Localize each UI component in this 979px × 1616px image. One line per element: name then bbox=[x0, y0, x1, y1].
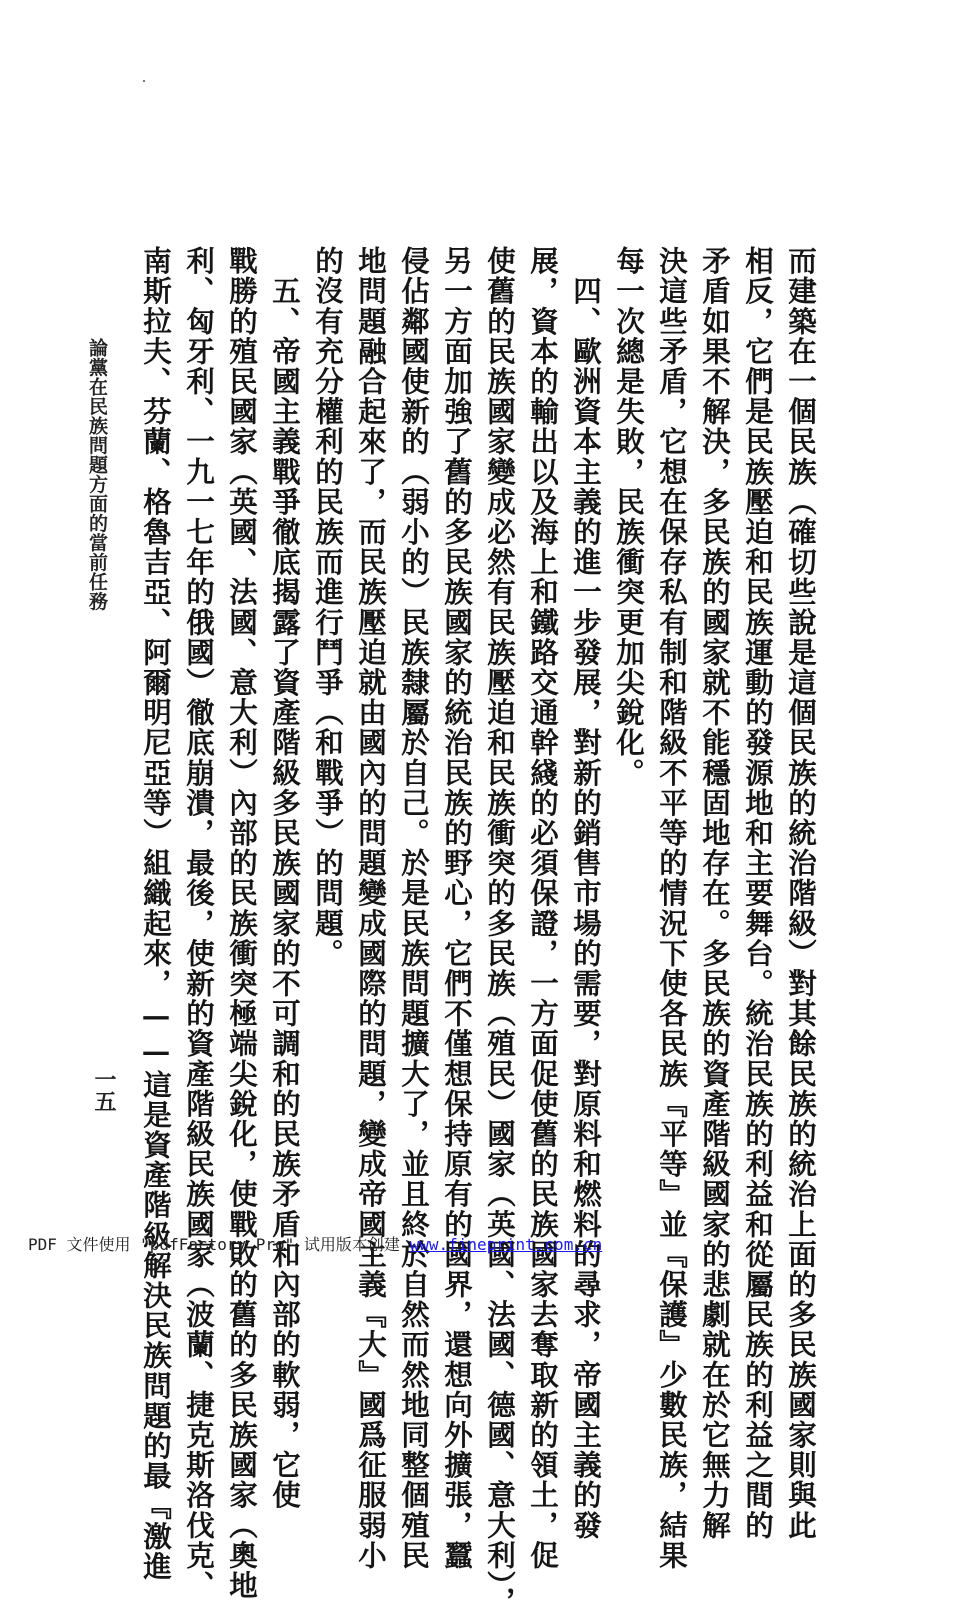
page-number: 一五 bbox=[91, 1068, 117, 1112]
text-column-5: 每一次總是失敗，民族衝突更加尖銳化。 bbox=[612, 246, 646, 788]
text-column-15: 利、匈牙利、一九一七年的俄國）徹底崩潰，最後，使新的資產階級民族國家（波蘭、捷克斯洛伐克、 bbox=[182, 246, 216, 1601]
text-column-11: 地問題融合起來了，而民族壓迫就由國內的問題變成國際的問題，變成帝國主義『大』國爲征服弱小 bbox=[354, 246, 388, 1571]
text-column-1: 而建築在一個民族（確切些說是這個民族的統治階級）對其餘民族的統治上面的多民族國家則與此 bbox=[784, 246, 818, 1541]
footer-text: PDF 文件使用 "pdfFactory Pro" 试用版本创建 bbox=[28, 1235, 410, 1254]
scan-speck bbox=[143, 80, 145, 82]
running-head: 論黨在民族問題方面的當前任務 bbox=[86, 338, 108, 611]
text-column-10: 侵佔鄰國使新的（弱小的）民族隸屬於自己。於是民族問題擴大了，並且終於自然而然地同整個殖民 bbox=[397, 246, 431, 1571]
footer-link[interactable]: www.fineprint.com.cn bbox=[409, 1235, 603, 1254]
text-column-7: 展，資本的輸出以及海上和鐵路交通幹綫的必須保證，一方面促使舊的民族國家去奪取新的領土，促 bbox=[526, 246, 560, 1571]
text-column-13: 五、帝國主義戰爭徹底揭露了資產階級多民族國家的不可調和的民族矛盾和內部的軟弱，它使 bbox=[268, 246, 302, 1511]
text-column-12: 的沒有充分權利的民族而進行鬥爭（和戰爭）的問題。 bbox=[311, 246, 345, 969]
text-column-4: 決這些矛盾，它想在保存私有制和階級不平等的情況下使各民族『平等』並『保護』少數民族，結果 bbox=[655, 246, 689, 1571]
text-column-2: 相反，它們是民族壓迫和民族運動的發源地和主要舞台。統治民族的利益和從屬民族的利益之間的 bbox=[741, 246, 775, 1541]
text-column-8: 使舊的民族國家變成必然有民族壓迫和民族衝突的多民族（殖民）國家（英國、法國、德國、意大利）， bbox=[483, 246, 517, 1616]
pdf-footer bbox=[28, 1232, 602, 1255]
text-column-14: 戰勝的殖民國家（英國、法國、意大利）內部的民族衝突極端尖銳化，使戰敗的舊的多民族國家（奧地 bbox=[225, 246, 259, 1601]
text-column-3: 矛盾如果不解決，多民族的國家就不能穩固地存在。多民族的資產階級國家的悲劇就在於它無力解 bbox=[698, 246, 732, 1541]
text-column-9: 另一方面加強了舊的多民族國家的統治民族的野心，它們不僅想保持原有的國界，還想向外擴張，蠶 bbox=[440, 246, 474, 1571]
text-column-6: 四、歐洲資本主義的進一步發展，對新的銷售市場的需要，對原料和燃料的尋求，帝國主義的發 bbox=[569, 246, 603, 1541]
text-column-16: 南斯拉夫、芬蘭、格魯吉亞、阿爾明尼亞等）組織起來，——這是資產階級解決民族問題的最『激進 bbox=[139, 246, 173, 1582]
